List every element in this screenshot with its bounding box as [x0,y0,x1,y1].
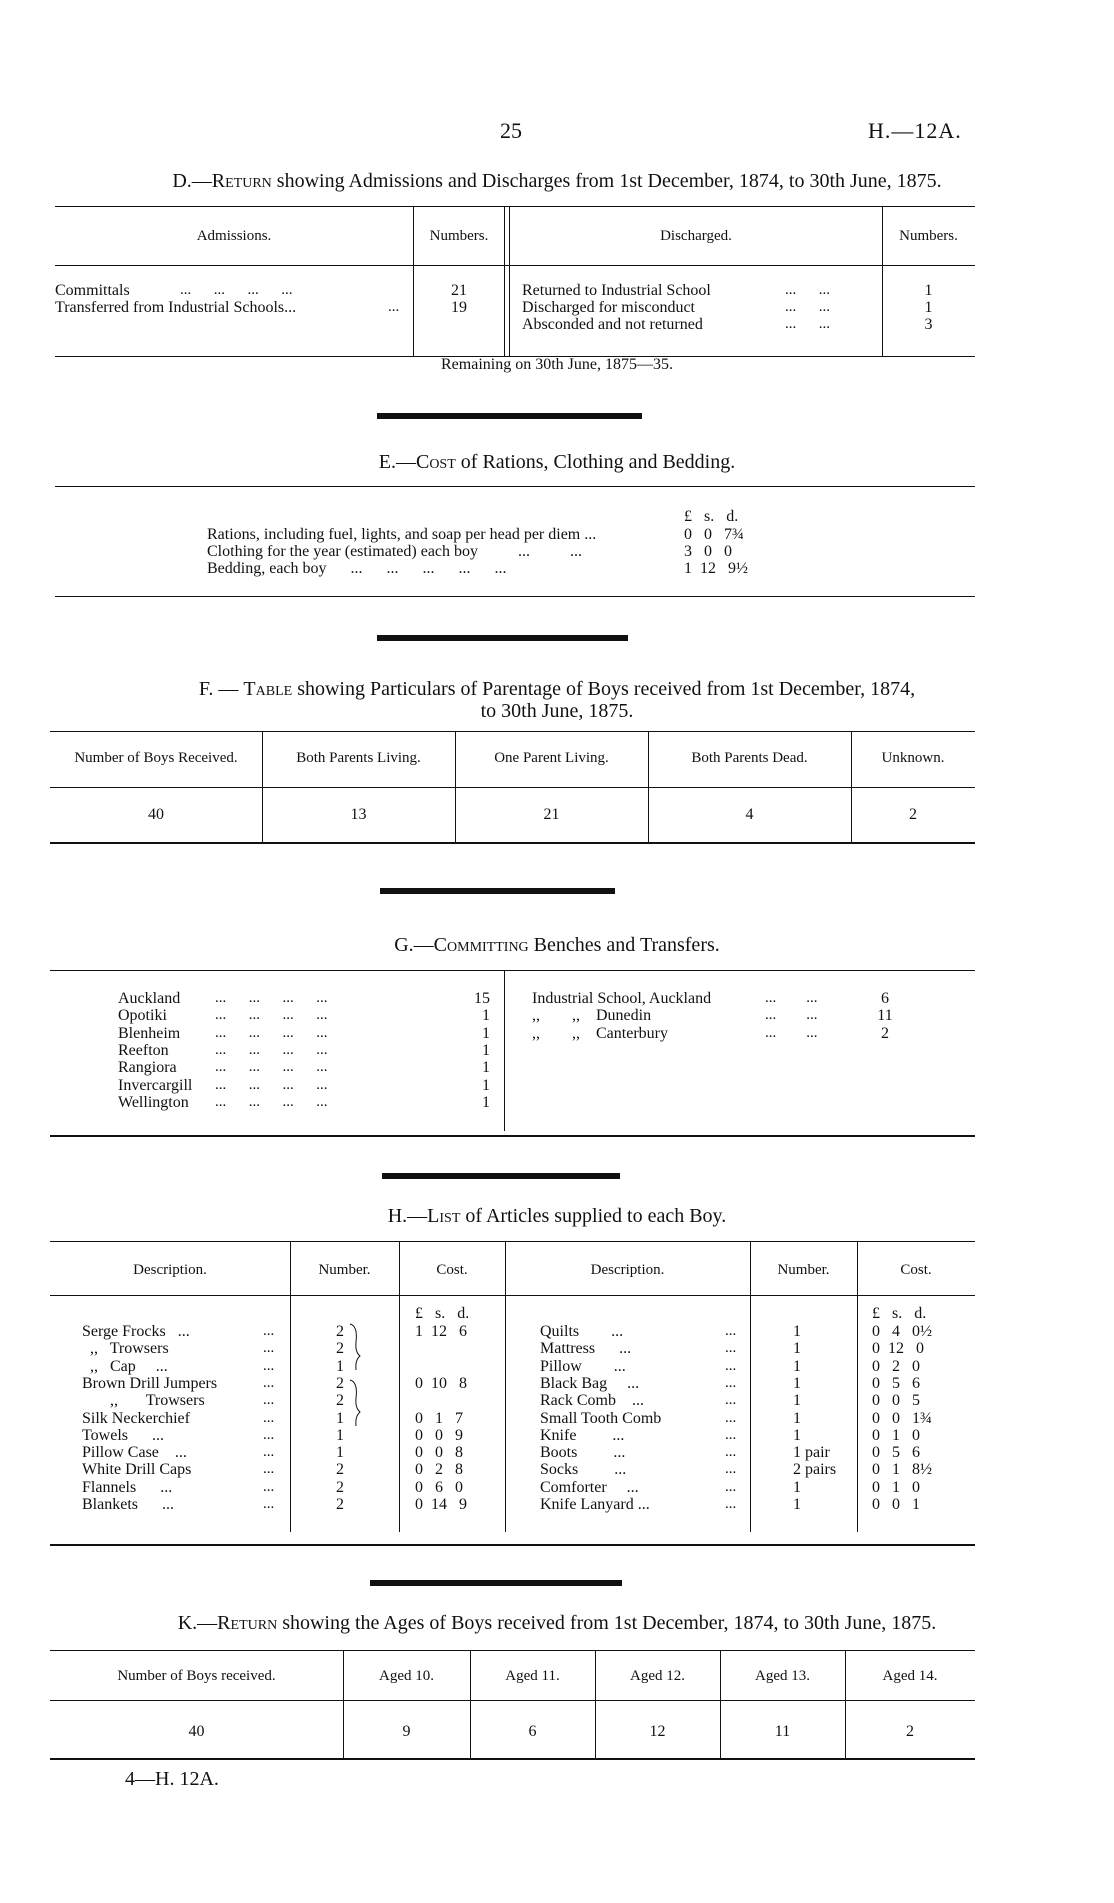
article-dots: ... [263,1357,275,1374]
article-cost: 0 0 1¾ [872,1409,932,1427]
cost-value: 0 0 7¾ [684,526,744,543]
col-discharged-header: Discharged. [660,228,732,244]
article-description: Flannels ... [82,1478,173,1496]
transfer-dots: ... ... [765,1024,818,1041]
article-number: 1 [793,1392,801,1410]
article-number: 2 [336,1374,344,1392]
col-numbers-header: Numbers. [429,228,489,244]
admission-dots: ... [388,299,400,315]
bench-value: 1 [482,1041,490,1059]
f-header: Unknown. [881,750,945,766]
e-currency-header: £ s. d. [684,508,739,525]
article-number: 2 [336,1392,344,1410]
brace-marks [348,1322,362,1427]
article-number: 1 [793,1496,801,1513]
page-number: 25 [500,118,522,143]
transfer-value: 2 [881,1024,889,1042]
f-value: 40 [148,806,164,823]
discharged-value: 1 [924,299,933,316]
article-dots: ... [263,1374,275,1391]
k-header: Aged 13. [755,1668,810,1684]
bench-dots: ... ... ... ... [215,1093,328,1110]
article-number: 1 [793,1409,801,1427]
bench-value: 1 [482,1059,490,1077]
article-cost: 1 12 6 [415,1323,467,1340]
discharged-dots: ... ... [785,299,830,315]
article-dots: ... [725,1340,737,1357]
article-cost: 0 1 8½ [872,1461,932,1479]
article-description: Pillow ... [540,1357,626,1375]
h-col-description2: Description. [590,1262,665,1278]
article-number: 1 [793,1374,801,1392]
article-description: Pillow Case ... [82,1444,187,1462]
discharged-dots: ... ... [785,316,830,332]
article-cost: 0 0 5 [872,1392,920,1410]
bench-value: 1 [482,1024,490,1042]
article-description: Rack Comb ... [540,1392,644,1410]
footer-signature: 4—H. 12A. [125,1768,219,1790]
article-description: Brown Drill Jumpers [82,1374,218,1392]
article-cost: 0 5 6 [872,1444,920,1462]
h-col-description: Description. [133,1262,207,1278]
article-number: 1 [793,1323,801,1340]
transfer-dots: ... ... [765,990,818,1006]
discharged-label: Absconded and not returned [522,316,703,333]
article-number: 2 [336,1461,344,1479]
bench-place: Auckland [118,990,181,1007]
k-header: Aged 14. [882,1668,938,1684]
k-column-divider [845,1651,846,1759]
article-number: 2 [336,1340,344,1358]
article-dots: ... [725,1323,737,1339]
bench-place: Blenheim [118,1024,181,1042]
bench-dots: ... ... ... ... [215,990,328,1006]
article-description: ,, Cap ... [82,1357,168,1375]
article-cost: 0 4 0½ [872,1323,932,1340]
k-header: Aged 11. [505,1668,560,1684]
admission-dots: ... ... ... ... [180,282,293,298]
article-description: Silk Neckerchief [82,1409,190,1427]
cost-label: Clothing for the year (estimated) each boy ... ... [207,543,583,560]
k-column-divider [595,1651,596,1759]
f-column-divider [262,732,263,843]
section-f-title-line2: to 30th June, 1875. [480,700,634,722]
article-cost: 0 5 6 [872,1374,920,1392]
transfer-label: ,, ,, Dunedin [532,1007,652,1025]
section-k-title: K.—Return showing the Ages of Boys received from 1st December, 1874, to 30th June, 1875. [177,1612,937,1634]
article-cost: 0 0 8 [415,1444,463,1462]
h-col-cost2: Cost. [900,1262,932,1278]
article-dots: ... [725,1496,737,1512]
k-column-divider [720,1651,721,1759]
bench-dots: ... ... ... ... [215,1007,328,1024]
article-description: Serge Frocks ... [82,1323,190,1340]
article-description: ,, Trowsers [82,1340,169,1358]
article-dots: ... [263,1496,275,1512]
transfer-value: 11 [877,1007,893,1025]
article-description: Quilts ... [540,1323,624,1340]
h-col-number: Number. [318,1262,371,1278]
article-dots: ... [725,1374,737,1391]
k-value: 9 [402,1723,411,1740]
article-cost: 0 0 1 [872,1496,920,1513]
article-description: Knife Lanyard ... [540,1496,650,1513]
article-cost: 0 12 0 [872,1340,924,1358]
f-value: 2 [909,806,917,823]
article-description: Small Tooth Comb [540,1409,662,1427]
f-header: Both Parents Dead. [691,750,808,766]
article-dots: ... [263,1478,275,1495]
article-cost: 0 0 9 [415,1426,463,1444]
k-column-divider [470,1651,471,1759]
article-dots: ... [263,1461,275,1478]
article-number: 1 [793,1478,801,1496]
discharged-value: 1 [924,282,933,299]
article-dots: ... [725,1409,737,1426]
article-description: Knife ... [540,1426,625,1444]
bench-value: 1 [482,1007,490,1025]
article-number: 2 pairs [793,1461,837,1479]
article-cost: 0 10 8 [415,1374,467,1392]
k-header: Aged 12. [630,1668,685,1684]
article-cost: 0 1 0 [872,1478,920,1496]
admission-value: 21 [451,282,467,299]
bench-place: Reefton [118,1041,169,1059]
cost-label: Bedding, each boy ... ... ... ... ... [207,560,507,577]
bench-place: Invercargill [118,1076,193,1094]
f-value: 13 [350,806,367,823]
article-description: Socks ... [540,1461,627,1479]
transfer-dots: ... ... [765,1007,818,1024]
article-number: 1 [793,1340,801,1358]
transfer-label: Industrial School, Auckland [532,990,712,1007]
article-number: 2 [336,1496,344,1513]
article-dots: ... [725,1478,737,1495]
article-number: 2 [336,1323,344,1340]
k-value: 6 [528,1723,537,1740]
section-h-title: H.—List of Articles supplied to each Boy. [387,1205,727,1227]
cost-value: 1 12 9½ [684,560,748,577]
article-dots: ... [263,1323,275,1339]
f-column-divider [851,732,852,843]
article-dots: ... [263,1340,275,1357]
article-cost: 0 2 0 [872,1357,920,1375]
bench-dots: ... ... ... ... [215,1076,328,1093]
remaining-note: Remaining on 30th June, 1875—35. [441,356,673,373]
article-dots: ... [263,1444,275,1461]
f-column-divider [648,732,649,843]
section-e-title: E.—Cost of Rations, Clothing and Bedding. [378,451,736,473]
article-number: 2 [336,1478,344,1496]
article-dots: ... [725,1461,737,1478]
discharged-label: Returned to Industrial School [522,282,711,299]
bench-value: 1 [482,1076,490,1094]
article-dots: ... [725,1357,737,1374]
article-cost: 0 14 9 [415,1496,467,1513]
article-cost: 0 1 0 [872,1426,920,1444]
article-number: 1 [336,1357,344,1375]
article-dots: ... [725,1392,737,1409]
admission-label: Committals [55,282,130,299]
k-value: 12 [649,1723,666,1740]
article-number: 1 [336,1426,344,1444]
bench-value: 15 [474,990,490,1007]
article-description: Mattress ... [540,1340,632,1358]
cost-value: 3 0 0 [684,543,732,560]
h-col-number2: Number. [777,1262,830,1278]
article-description: ,, Trowsers [82,1392,205,1410]
bench-place: Wellington [118,1093,189,1111]
f-value: 4 [745,806,754,823]
article-cost: 0 6 0 [415,1478,463,1496]
cost-label: Rations, including fuel, lights, and soap per head per diem ... [207,526,597,543]
article-dots: ... [725,1444,737,1461]
col-numbers2-header: Numbers. [899,228,958,244]
article-cost: 0 1 7 [415,1409,463,1427]
k-header: Aged 10. [379,1668,434,1684]
f-header: Both Parents Living. [296,750,421,766]
article-number: 1 [793,1426,801,1444]
article-dots: ... [725,1426,737,1443]
discharged-label: Discharged for misconduct [522,299,695,316]
section-d-title: D.—Return showing Admissions and Discharges from 1st December, 1874, to 30th June, 1875. [172,170,942,192]
h-currency-header-right: £ s. d. [872,1305,927,1322]
admission-label: Transferred from Industrial Schools... [55,299,297,316]
article-number: 1 [793,1357,801,1375]
k-value: 40 [188,1723,205,1740]
bench-place: Opotiki [118,1007,167,1025]
admission-value: 19 [451,299,467,316]
article-description: Comforter ... [540,1478,639,1496]
k-column-divider [343,1651,344,1759]
article-dots: ... [263,1409,275,1426]
transfer-value: 6 [881,990,889,1007]
f-value: 21 [543,806,560,823]
k-value: 11 [774,1723,791,1740]
f-column-divider [455,732,456,843]
article-description: White Drill Caps [82,1461,192,1479]
article-description: Towels ... [82,1426,164,1444]
bench-place: Rangiora [118,1059,177,1077]
col-admissions-header: Admissions. [196,228,272,244]
section-f-title-line1: F. — Table showing Particulars of Parentage of Boys received from 1st December, 1874, [198,678,916,700]
article-number: 1 [336,1409,344,1427]
h-col-cost: Cost. [436,1262,468,1278]
discharged-value: 3 [924,316,933,333]
f-header: Number of Boys Received. [74,750,238,766]
transfer-label: ,, ,, Canterbury [532,1024,668,1042]
article-dots: ... [263,1426,275,1443]
article-number: 1 pair [793,1444,830,1462]
article-number: 1 [336,1444,344,1462]
article-cost: 0 2 8 [415,1461,463,1479]
article-dots: ... [263,1392,275,1409]
document-code: H.—12A. [868,118,962,143]
k-header: Number of Boys received. [117,1668,276,1684]
bench-dots: ... ... ... ... [215,1059,328,1076]
bench-dots: ... ... ... ... [215,1041,328,1058]
bench-dots: ... ... ... ... [215,1024,328,1041]
h-currency-header-left: £ s. d. [415,1305,470,1322]
article-description: Boots ... [540,1444,626,1462]
bench-value: 1 [482,1093,490,1111]
k-value: 2 [906,1723,914,1740]
f-header: One Parent Living. [494,750,609,766]
discharged-dots: ... ... [785,282,830,298]
article-description: Black Bag ... [540,1374,640,1392]
article-description: Blankets ... [82,1496,174,1513]
section-g-title: G.—Committing Benches and Transfers. [394,934,720,956]
